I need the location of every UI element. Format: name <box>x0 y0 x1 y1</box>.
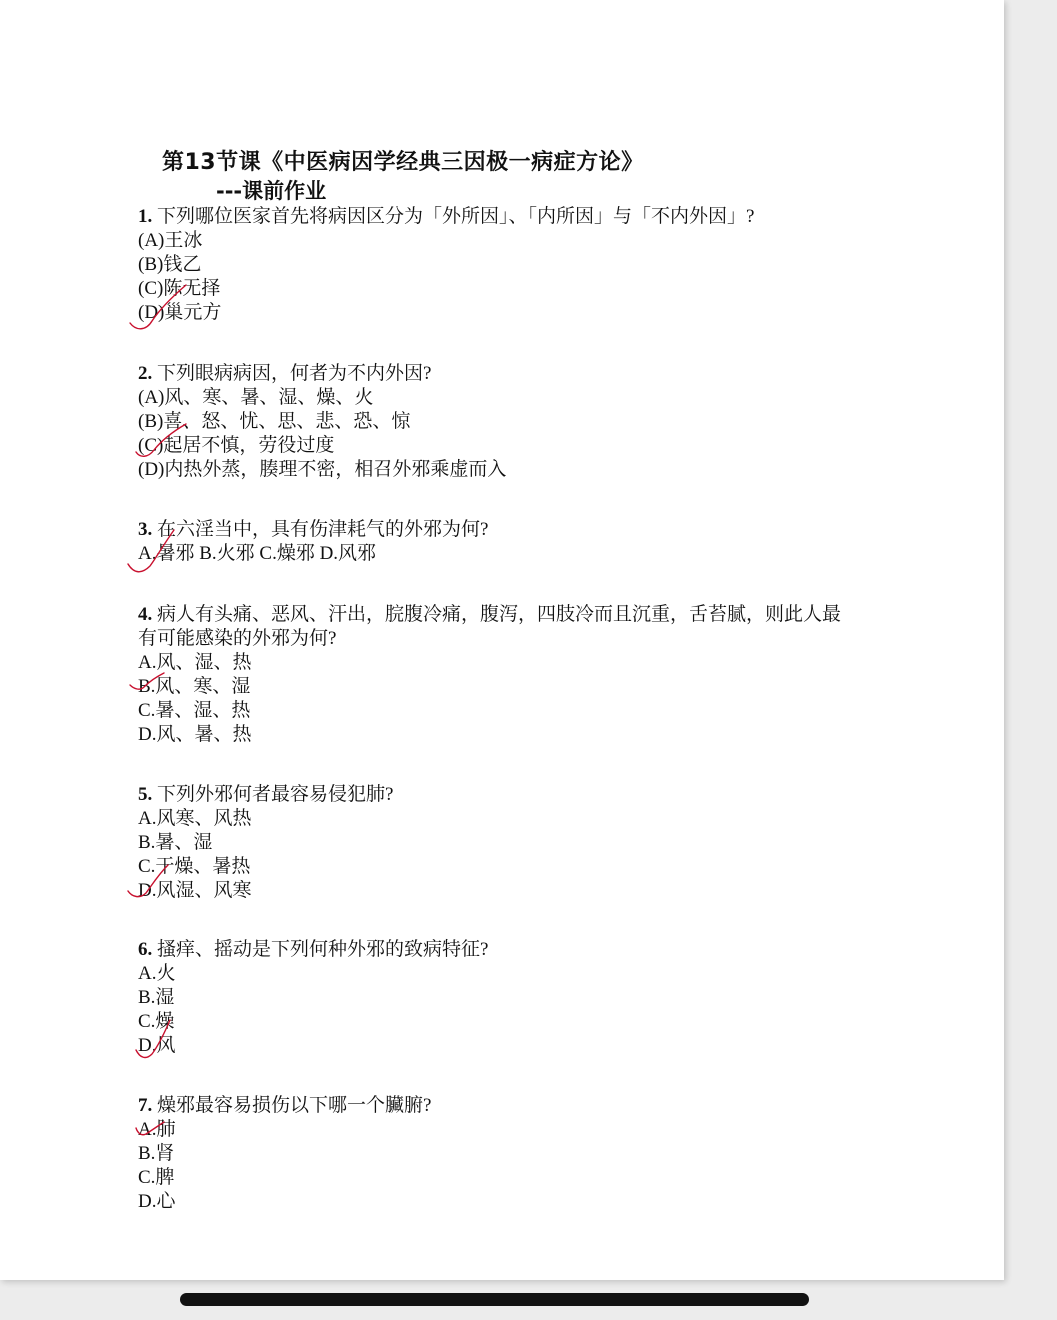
option-d: (D)巢元方 <box>138 302 222 323</box>
option-c: C.燥 <box>138 1011 175 1032</box>
question-2 <box>138 362 858 482</box>
question-1 <box>138 205 858 325</box>
question-text: 下列外邪何者最容易侵犯肺? <box>152 784 394 805</box>
question-text: 燥邪最容易损伤以下哪一个臟腑? <box>152 1095 432 1116</box>
option-c: C.干燥、暑热 <box>138 856 251 877</box>
question-number: 4. <box>138 604 153 625</box>
question-number: 2. <box>138 363 153 384</box>
home-indicator[interactable] <box>180 1293 809 1306</box>
question-number: 5. <box>138 784 153 805</box>
option-d: D.风、暑、热 <box>138 724 252 745</box>
option-b: B.湿 <box>138 987 175 1008</box>
page-title: 第13节课《中医病因学经典三因极一病症方论》 <box>162 150 644 175</box>
option-c: (C)陈无择 <box>138 278 221 299</box>
question-4 <box>138 603 858 747</box>
option-a: (A)王冰 <box>138 230 203 251</box>
question-text: 在六淫当中，具有伤津耗气的外邪为何? <box>152 519 489 540</box>
question-6 <box>138 938 858 1058</box>
option-a: (A)风、寒、暑、湿、燥、火 <box>138 387 374 408</box>
option-d: D.心 <box>138 1191 176 1212</box>
option-c: C.脾 <box>138 1167 175 1188</box>
question-7 <box>138 1094 858 1214</box>
option-d: D.风 <box>138 1035 176 1056</box>
option-a: A.火 <box>138 963 176 984</box>
question-3 <box>138 518 858 566</box>
question-text: 搔痒、摇动是下列何种外邪的致病特征? <box>152 939 489 960</box>
option-d: (D)内热外蒸，腠理不密，相召外邪乘虚而入 <box>138 459 507 480</box>
option-a: A.风、湿、热 <box>138 652 252 673</box>
question-number: 1. <box>138 206 153 227</box>
question-number: 7. <box>138 1095 153 1116</box>
option-c: C.暑、湿、热 <box>138 700 251 721</box>
option-b: (B)喜、怒、忧、思、悲、恐、惊 <box>138 411 411 432</box>
question-5 <box>138 783 858 903</box>
question-text: 下列眼病病因，何者为不内外因? <box>152 363 432 384</box>
page-subtitle: ---课前作业 <box>216 179 327 203</box>
option-b: B.风、寒、湿 <box>138 676 251 697</box>
question-text: 下列哪位医家首先将病因区分为「外所因」、「内所因」与「不内外因」? <box>152 206 755 227</box>
option-c: (C)起居不慎，劳役过度 <box>138 435 335 456</box>
options-inline: A.暑邪 B.火邪 C.燥邪 D.风邪 <box>138 543 377 564</box>
option-a: A.肺 <box>138 1119 176 1140</box>
question-number: 6. <box>138 939 153 960</box>
option-a: A.风寒、风热 <box>138 808 252 829</box>
question-number: 3. <box>138 519 153 540</box>
option-b: B.肾 <box>138 1143 175 1164</box>
option-b: B.暑、湿 <box>138 832 213 853</box>
option-d: D.风湿、风寒 <box>138 880 252 901</box>
option-b: (B)钱乙 <box>138 254 202 275</box>
question-text: 病人有头痛、恶风、汗出，脘腹冷痛，腹泻，四肢冷而且沉重，舌苔腻，则此人最有可能感染的外邪为何? <box>138 604 842 649</box>
